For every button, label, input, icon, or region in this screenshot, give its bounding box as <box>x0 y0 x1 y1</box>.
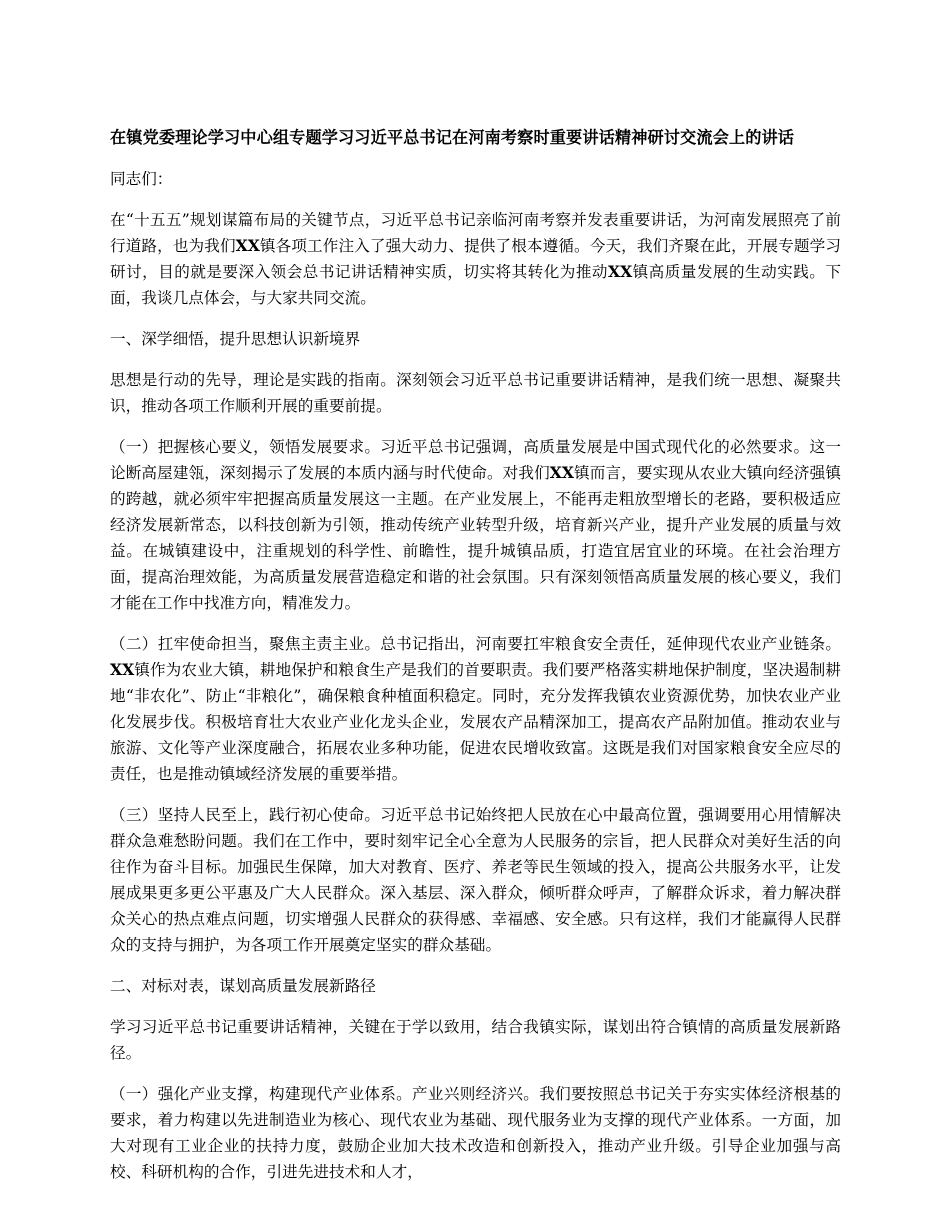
salutation: 同志们： <box>110 170 173 188</box>
document-blocks <box>110 207 841 1185</box>
body-paragraph: （一）强化产业支撑，构建现代产业体系。产业兴则经济兴。我们要按照总书记关于夯实实体经济根基的要求，着力构建以先进制造业为核心、现代农业为基础、现代服务业为支撑的现代产业体系。一方面，加大对现有工业企业的扶持力度，鼓励企业加大技术改造和创新投入，推动产业升级。引导企业加强与高校、科研机构的合作，引进先进技术和人才， <box>110 1085 841 1181</box>
body-paragraph: （一）把握核心要义，领悟发展要求。习近平总书记强调，高质量发展是中国式现代化的必然要求。这一论断高屋建瓴，深刻揭示了发展的本质内涵与时代使命。对我们XX镇而言，要实现从农业大镇向经济强镇的跨越，就必须牢牢把握高质量发展这一主题。在产业发展上，不能再走粗放型增长的老路，要积极适应经济发展新常态，以科技创新为引领，推动传统产业转型升级，培育新兴产业，提升产业发展的质量与效益。在城镇建设中，注重规划的科学性、前瞻性，提升城镇品质，打造宜居宜业的环境。在社会治理方面，提高治理效能，为高质量发展营造稳定和谐的社会氛围。只有深刻领悟高质量发展的核心要义，我们才能在工作中找准方向，精准发力。 <box>110 438 841 612</box>
body-paragraph: （二）扛牢使命担当，聚焦主责主业。总书记指出，河南要扛牢粮食安全责任，延伸现代农业产业链条。XX镇作为农业大镇，耕地保护和粮食生产是我们的首要职责。我们要严格落实耕地保护制度，坚决遏制耕地“非农化”、防止“非粮化”，确保粮食种植面积稳定。同时，充分发挥我镇农业资源优势，加快农业产业化发展步伐。积极培育壮大农业产业化龙头企业，发展农产品精深加工，提高农产品附加值。推动农业与旅游、文化等产业深度融合，拓展农业多种功能，促进农民增收致富。这既是我们对国家粮食安全应尽的责任，也是推动镇域经济发展的重要举措。 <box>110 635 841 783</box>
section-heading: 一、深学细悟，提升思想认识新境界 <box>110 330 361 348</box>
body-paragraph: 学习习近平总书记重要讲话精神，关键在于学以致用，结合我镇实际，谋划出符合镇情的高质量发展新路径。 <box>110 1018 841 1062</box>
emphasis-token: XX <box>549 463 574 482</box>
body-paragraph: 思想是行动的先导，理论是实践的指南。深刻领会习近平总书记重要讲话精神，是我们统一思想、凝聚共识，推动各项工作顺利开展的重要前提。 <box>110 371 841 415</box>
emphasis-token: XX <box>235 236 260 255</box>
section-heading: 二、对标对表，谋划高质量发展新路径 <box>110 977 376 995</box>
emphasis-token: XX <box>110 660 135 679</box>
body-paragraph: （三）坚持人民至上，践行初心使命。习近平总书记始终把人民放在心中最高位置，强调要用心用情解决群众急难愁盼问题。我们在工作中，要时刻牢记全心全意为人民服务的宗旨，把人民群众对美好生活的向往作为奋斗目标。加强民生保障，加大对教育、医疗、养老等民生领域的投入，提高公共服务水平，让发展成果更多更公平惠及广大人民群众。深入基层、深入群众，倾听群众呼声，了解群众诉求，着力解决群众关心的热点难点问题，切实增强人民群众的获得感、幸福感、安全感。只有这样，我们才能赢得人民群众的支持与拥护，为各项工作开展奠定坚实的群众基础。 <box>110 806 841 954</box>
emphasis-token: XX <box>607 262 633 281</box>
page-title: 在镇党委理论学习中心组专题学习习近平总书记在河南考察时重要讲话精神研讨交流会上的讲话 <box>110 128 795 147</box>
document-body <box>110 124 841 1185</box>
body-paragraph: 在“十五五”规划谋篇布局的关键节点，习近平总书记亲临河南考察并发表重要讲话，为河南发展照亮了前行道路，也为我们XX镇各项工作注入了强大动力、提供了根本遵循。今天，我们齐聚在此，开展专题学习研讨，目的就是要深入领会总书记讲话精神实质，切实将其转化为推动XX镇高质量发展的生动实践。下面，我谈几点体会，与大家共同交流。 <box>110 211 841 307</box>
